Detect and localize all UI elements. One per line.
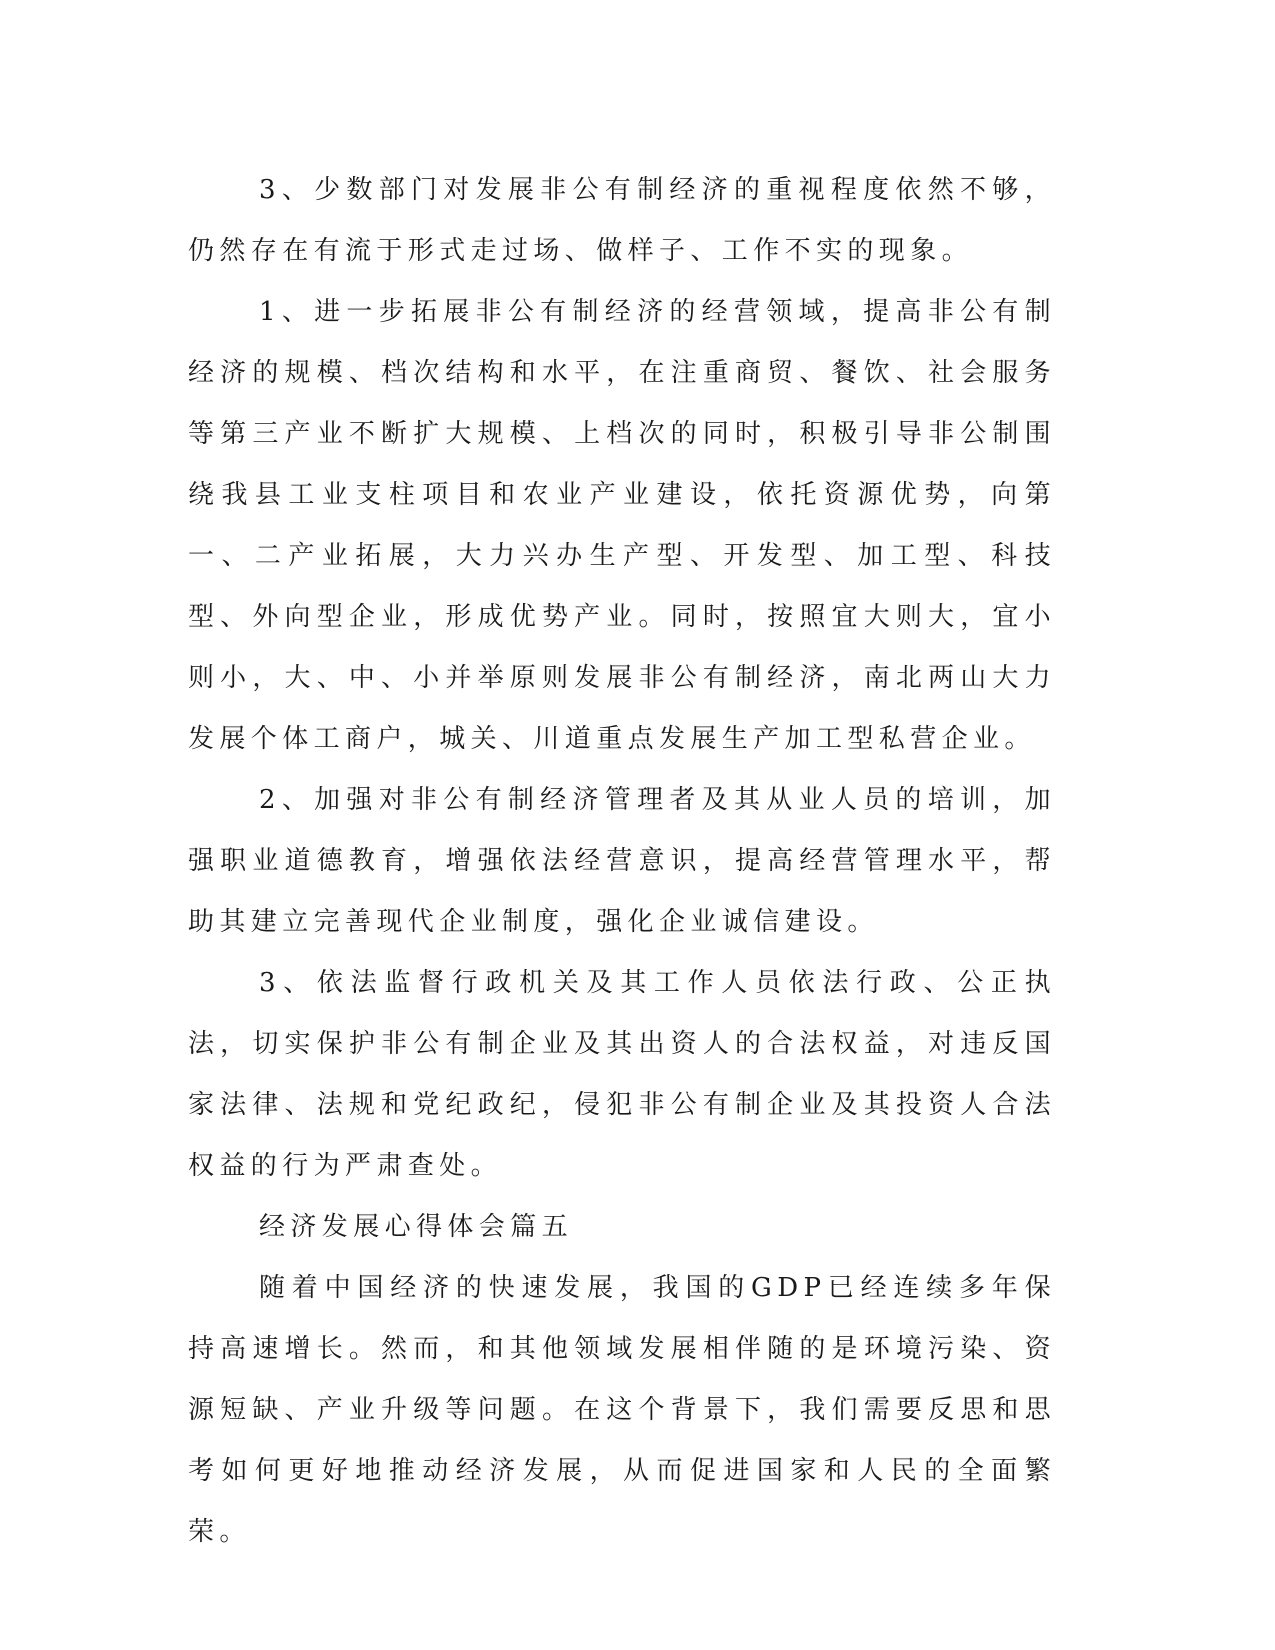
section-heading: 经济发展心得体会篇五	[259, 1212, 574, 1242]
paragraph-section-intro: 随着中国经济的快速发展，我国的GDP已经连续多年保持高速增长。然而，和其他领域发展相伴随的是环境污染、资源短缺、产业升级等问题。在这个背景下，我们需要反思和思考如何更好地推动经济发展，从而促进国家和人民的全面繁荣。	[188, 1273, 1056, 1547]
paragraph-measure-1: 1、进一步拓展非公有制经济的经营领域，提高非公有制经济的规模、档次结构和水平，在注重商贸、餐饮、社会服务等第三产业不断扩大规模、上档次的同时，积极引导非公制围绕我县工业支柱项目和农业产业建设，依托资源优势，向第一、二产业拓展，大力兴办生产型、开发型、加工型、科技型、外向型企业，形成优势产业。同时，按照宜大则大，宜小则小，大、中、小并举原则发展非公有制经济，南北两山大力发展个体工商户，城关、川道重点发展生产加工型私营企业。	[188, 297, 1056, 754]
document-body	[188, 160, 1056, 1563]
paragraph-problem-3: 3、少数部门对发展非公有制经济的重视程度依然不够，仍然存在有流于形式走过场、做样子、工作不实的现象。	[188, 175, 1056, 266]
paragraph-measure-3: 3、依法监督行政机关及其工作人员依法行政、公正执法，切实保护非公有制企业及其出资人的合法权益，对违反国家法律、法规和党纪政纪，侵犯非公有制企业及其投资人合法权益的行为严肃查处。	[188, 968, 1056, 1181]
paragraph-measure-2: 2、加强对非公有制经济管理者及其从业人员的培训，加强职业道德教育，增强依法经营意识，提高经营管理水平，帮助其建立完善现代企业制度，强化企业诚信建设。	[188, 785, 1056, 937]
